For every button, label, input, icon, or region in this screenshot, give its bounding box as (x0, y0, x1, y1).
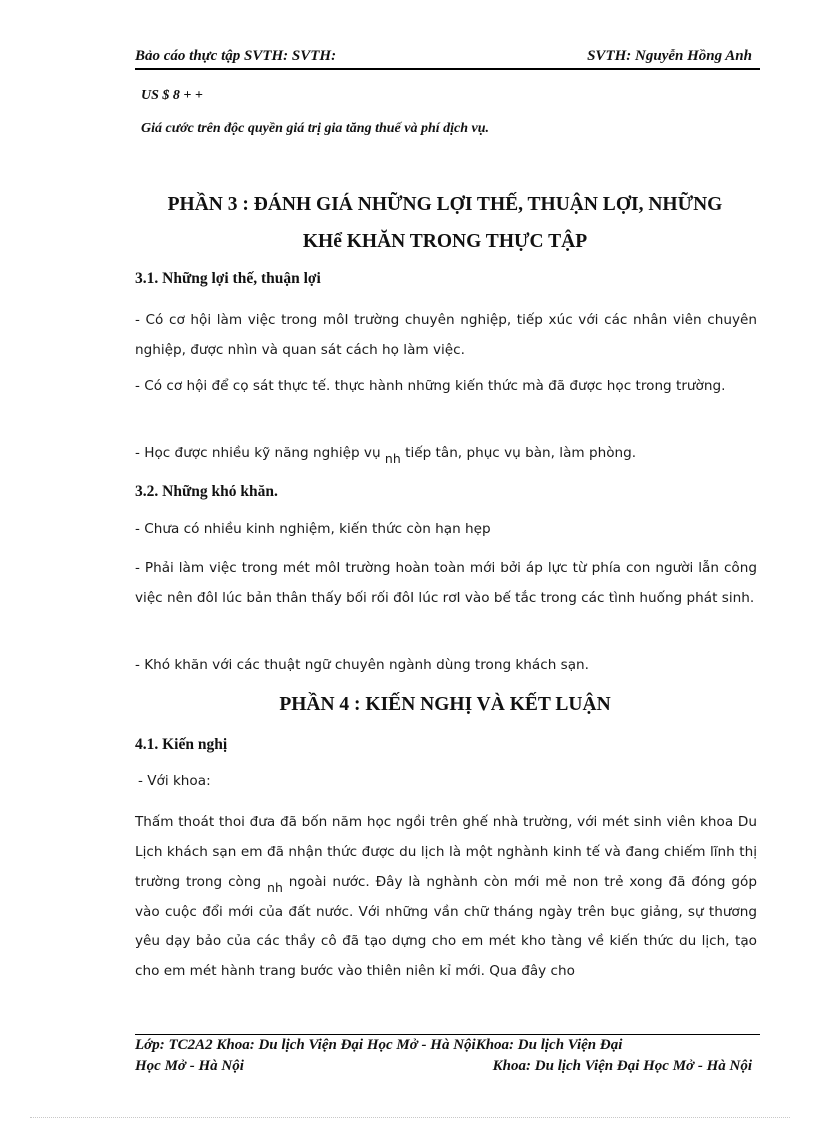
part3-title-line1: PHẦN 3 : ĐÁNH GIÁ NHỮNG LỢI THẾ, THUẬN LỢI, NHỮNG (167, 194, 723, 215)
para-4-start: Thấm thoát thoi đưa đã bốn năm học ngồi trên ghế nhà trường, với mét sinh viên khoa Du Lịch khách sạn em đã nhận thức được du lịch là một nghành kinh tế và đang chiếm lĩnh thị trường trong còng (135, 814, 757, 890)
page-bottom-dotted-border (30, 1117, 790, 1118)
section-3-1-para-3 (135, 438, 757, 468)
para-4-end: ngoài nước. Đây là nghành còn mới mẻ non trẻ xong đã đóng góp vào cuộc đổi mới của đất nước. Với những vần chữ tháng ngày trên bục giảng, sự thương yêu dạy bảo của các thầy cô đã tạo dựng cho em mét kho tàng về kiến thức du lịch, tạo cho em mét hành trang bước vào thiên niên kỉ mới. Qua đây cho (135, 874, 757, 979)
section-3-1-para-2: - Có cơ hội để cọ sát thực tế. thực hành những kiến thức mà đã được học trong trường. (135, 378, 726, 394)
footer-line-2 (135, 1058, 760, 1075)
para-3-start: - Học được nhiều kỹ năng nghiệp vụ (135, 445, 381, 461)
nh-fragment-2: nh (267, 880, 283, 895)
nh-fragment: nh (384, 451, 401, 466)
section-3-1-heading: 3.1. Những lợi thế, thuận lợi (135, 270, 321, 287)
page-header (135, 48, 760, 68)
footer-right: Khoa: Du lịch Viện Đại Học Mở - Hà Nội (492, 1058, 752, 1074)
section-3-2-para-3: - Khó khăn với các thuật ngữ chuyên ngành dùng trong khách sạn. (135, 657, 589, 673)
section-4-1-para (135, 808, 757, 986)
header-right: SVTH: Nguyễn Hồng Anh (587, 48, 752, 64)
footer-line-1: Lớp: TC2A2 Khoa: Du lịch Viện Đại Học Mở - Hà NộiKhoa: Du lịch Viện Đại (135, 1037, 623, 1053)
section-4-1-sub: - Với khoa: (138, 773, 211, 789)
section-3-2-para-1: - Chưa có nhiều kinh nghiệm, kiến thức còn hạn hẹp (135, 521, 491, 537)
header-left: Bảo cáo thực tập SVTH: SVTH: (135, 48, 337, 64)
footer-left: Học Mở - Hà Nội (135, 1058, 244, 1074)
part3-title-line2: KHể KHĂN TRONG THỰC TẬP (302, 231, 588, 252)
price-line: US $ 8 + + (141, 88, 203, 103)
section-3-2-heading: 3.2. Những khó khăn. (135, 483, 278, 500)
footer-rule (135, 1034, 760, 1035)
section-3-2-para-2: - Phải làm việc trong mét môI trường hoàn toàn mới bởi áp lực từ phía con người lẫn công việc nên đôI lúc bản thân thấy bối rối đôI lúc rơI vào bế tắc trong các tình huống phát sinh. (135, 560, 757, 606)
section-4-1-heading: 4.1. Kiến nghị (135, 736, 228, 753)
price-note: Giá cước trên độc quyền giá trị gia tăng thuế và phí dịch vụ. (141, 121, 490, 136)
section-3-1-para-1: - Có cơ hội làm việc trong môI trường chuyên nghiệp, tiếp xúc với các nhân viên chuyên nghiệp, được nhìn và quan sát cách họ làm việc. (135, 312, 757, 358)
header-rule (135, 68, 760, 70)
part4-title: PHẦN 4 : KIẾN NGHỊ VÀ KẾT LUẬN (279, 694, 611, 715)
para-3-end: tiếp tân, phục vụ bàn, làm phòng. (405, 445, 637, 461)
